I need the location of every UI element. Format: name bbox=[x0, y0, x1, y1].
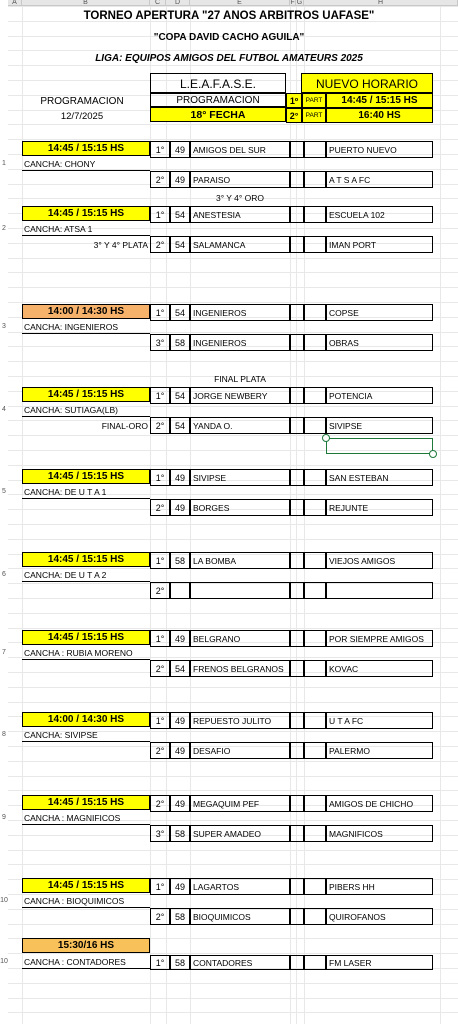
block-time: 14:45 / 15:15 HS bbox=[22, 206, 150, 221]
match-away-team[interactable]: POR SIEMPRE AMIGOS bbox=[326, 630, 433, 647]
block-cancha: CANCHA: INGENIEROS bbox=[22, 320, 150, 334]
score-cell[interactable] bbox=[290, 206, 304, 223]
score-cell[interactable] bbox=[304, 552, 326, 569]
score-cell[interactable] bbox=[304, 908, 326, 925]
match-away-team[interactable]: SIVIPSE bbox=[326, 417, 433, 434]
grid-line bbox=[8, 1012, 458, 1013]
match-home-team[interactable]: REPUESTO JULITO bbox=[190, 712, 290, 729]
match-home-team[interactable]: PARAISO bbox=[190, 171, 290, 188]
match-away-team[interactable]: U T A FC bbox=[326, 712, 433, 729]
match-home-team[interactable]: YANDA O. bbox=[190, 417, 290, 434]
part2-number: 2° bbox=[286, 108, 302, 123]
score-cell[interactable] bbox=[304, 417, 326, 434]
block-time: 14:45 / 15:15 HS bbox=[22, 630, 150, 645]
score-cell[interactable] bbox=[304, 795, 326, 812]
column-header[interactable]: F bbox=[290, 0, 295, 6]
match-category: 49 bbox=[170, 878, 190, 895]
grid-line bbox=[8, 139, 458, 140]
selection-handle-bottom[interactable] bbox=[429, 450, 437, 458]
match-division: 2° bbox=[150, 742, 170, 759]
match-away-team[interactable]: IMAN PORT bbox=[326, 236, 433, 253]
grid-line bbox=[8, 687, 458, 688]
match-away-team[interactable]: ESCUELA 102 bbox=[326, 206, 433, 223]
score-cell[interactable] bbox=[290, 825, 304, 842]
match-category: 49 bbox=[170, 712, 190, 729]
grid-line bbox=[8, 287, 458, 288]
match-category: 49 bbox=[170, 742, 190, 759]
match-away-team[interactable]: MAGNIFICOS bbox=[326, 825, 433, 842]
block-number: 10 bbox=[0, 958, 8, 965]
block-cancha: CANCHA : MAGNIFICOS bbox=[22, 811, 150, 825]
score-cell[interactable] bbox=[304, 334, 326, 351]
block-number: 7 bbox=[2, 649, 6, 656]
column-header[interactable]: C bbox=[150, 0, 166, 6]
match-category: 58 bbox=[170, 908, 190, 925]
block-number: 8 bbox=[2, 731, 6, 738]
match-home-team[interactable]: MEGAQUIM PEF bbox=[190, 795, 290, 812]
match-division: 2° bbox=[150, 499, 170, 516]
score-cell[interactable] bbox=[290, 334, 304, 351]
part2-time: 16:40 HS bbox=[326, 108, 433, 123]
match-home-team[interactable]: LA BOMBA bbox=[190, 552, 290, 569]
column-header[interactable]: B bbox=[22, 0, 150, 6]
score-cell[interactable] bbox=[290, 304, 304, 321]
match-home-team[interactable]: BORGES bbox=[190, 499, 290, 516]
grid-line bbox=[8, 50, 458, 51]
score-cell[interactable] bbox=[304, 141, 326, 158]
match-home-team[interactable] bbox=[190, 582, 290, 599]
match-division: 1° bbox=[150, 141, 170, 158]
match-category: 49 bbox=[170, 469, 190, 486]
score-cell[interactable] bbox=[304, 236, 326, 253]
block-number: 2 bbox=[2, 225, 6, 232]
block-number: 10 bbox=[0, 897, 8, 904]
match-away-team[interactable]: PALERMO bbox=[326, 742, 433, 759]
score-cell[interactable] bbox=[290, 712, 304, 729]
grid-line bbox=[8, 524, 458, 525]
column-header[interactable]: E bbox=[190, 0, 290, 6]
grid-line bbox=[8, 761, 458, 762]
grid-line bbox=[8, 465, 458, 466]
cell-selection[interactable] bbox=[326, 438, 433, 454]
match-away-team[interactable]: SAN ESTEBAN bbox=[326, 469, 433, 486]
part1-number: 1º bbox=[286, 93, 302, 108]
block-time: 14:45 / 15:15 HS bbox=[22, 141, 150, 156]
block-cancha: CANCHA: CHONY bbox=[22, 157, 150, 171]
match-away-team[interactable]: PUERTO NUEVO bbox=[326, 141, 433, 158]
programacion-header: PROGRAMACION bbox=[150, 93, 286, 107]
match-division: 1° bbox=[150, 469, 170, 486]
match-division: 1° bbox=[150, 387, 170, 404]
match-category: 54 bbox=[170, 304, 190, 321]
grid-column-line bbox=[440, 6, 441, 1024]
score-cell[interactable] bbox=[304, 171, 326, 188]
match-category: 54 bbox=[170, 387, 190, 404]
grid-line bbox=[8, 953, 458, 954]
match-away-team[interactable]: VIEJOS AMIGOS bbox=[326, 552, 433, 569]
match-away-team[interactable]: QUIROFANOS bbox=[326, 908, 433, 925]
block-number: 5 bbox=[2, 488, 6, 495]
match-division: 2° bbox=[150, 582, 170, 599]
match-division: 1° bbox=[150, 630, 170, 647]
score-cell[interactable] bbox=[290, 141, 304, 158]
match-division: 3° bbox=[150, 825, 170, 842]
match-category: 54 bbox=[170, 206, 190, 223]
part1-time: 14:45 / 15:15 HS bbox=[326, 93, 433, 108]
score-cell[interactable] bbox=[290, 795, 304, 812]
match-home-team[interactable]: BELGRANO bbox=[190, 630, 290, 647]
block-time: 14:45 / 15:15 HS bbox=[22, 387, 150, 402]
grid-line bbox=[8, 983, 458, 984]
match-category: 49 bbox=[170, 171, 190, 188]
score-cell[interactable] bbox=[304, 878, 326, 895]
grid-line bbox=[8, 6, 458, 7]
score-cell[interactable] bbox=[304, 660, 326, 677]
selection-handle-top[interactable] bbox=[322, 434, 330, 442]
block-number: 9 bbox=[2, 814, 6, 821]
match-away-team[interactable]: FM LASER bbox=[326, 955, 433, 970]
grid-line bbox=[8, 272, 458, 273]
block-time: 14:45 / 15:15 HS bbox=[22, 795, 150, 810]
block-note-left: 3° Y 4° PLATA bbox=[93, 240, 148, 250]
score-cell[interactable] bbox=[290, 417, 304, 434]
match-away-team[interactable]: KOVAC bbox=[326, 660, 433, 677]
block-cancha: CANCHA: SIVIPSE bbox=[22, 728, 150, 742]
match-away-team[interactable]: POTENCIA bbox=[326, 387, 433, 404]
grid-line bbox=[8, 124, 458, 125]
grid-line bbox=[8, 790, 458, 791]
match-category: 58 bbox=[170, 825, 190, 842]
cup-title: "COPA DAVID CACHO AGUILA" bbox=[153, 32, 305, 43]
score-cell[interactable] bbox=[290, 908, 304, 925]
match-away-team[interactable] bbox=[326, 582, 433, 599]
score-cell[interactable] bbox=[304, 304, 326, 321]
match-division: 1° bbox=[150, 304, 170, 321]
match-division: 2° bbox=[150, 171, 170, 188]
block-number: 4 bbox=[2, 406, 6, 413]
score-cell[interactable] bbox=[304, 955, 326, 970]
block-time: 14:00 / 14:30 HS bbox=[22, 304, 150, 319]
score-cell[interactable] bbox=[290, 171, 304, 188]
match-category: 58 bbox=[170, 955, 190, 970]
match-home-team[interactable]: INGENIEROS bbox=[190, 304, 290, 321]
league-title: LIGA: EQUIPOS AMIGOS DEL FUTBOL AMATEURS 2025 bbox=[95, 53, 363, 64]
score-cell[interactable] bbox=[304, 582, 326, 599]
match-away-team[interactable]: PIBERS HH bbox=[326, 878, 433, 895]
match-home-team[interactable]: CONTADORES bbox=[190, 955, 290, 970]
match-division: 2° bbox=[150, 795, 170, 812]
fecha-header: 18° FECHA bbox=[150, 107, 286, 122]
score-cell[interactable] bbox=[290, 878, 304, 895]
match-division: 2° bbox=[150, 660, 170, 677]
match-category: 54 bbox=[170, 417, 190, 434]
leafase-header: L.E.A.F.A.S.E. bbox=[150, 73, 286, 93]
block-cancha: CANCHA : BIOQUIMICOS bbox=[22, 894, 150, 908]
nuevo-horario-header: NUEVO HORARIO bbox=[301, 73, 433, 93]
match-category: 54 bbox=[170, 660, 190, 677]
match-category: 49 bbox=[170, 499, 190, 516]
block-cancha: CANCHA: ATSA 1 bbox=[22, 222, 150, 236]
score-cell[interactable] bbox=[304, 630, 326, 647]
match-home-team[interactable]: AMIGOS DEL SUR bbox=[190, 141, 290, 158]
match-division: 2° bbox=[150, 417, 170, 434]
score-cell[interactable] bbox=[290, 387, 304, 404]
score-cell[interactable] bbox=[304, 712, 326, 729]
match-away-team[interactable]: REJUNTE bbox=[326, 499, 433, 516]
score-cell[interactable] bbox=[290, 742, 304, 759]
grid-line bbox=[8, 65, 458, 66]
match-category: 49 bbox=[170, 630, 190, 647]
block-cancha: CANCHA: SUTIAGA(LB) bbox=[22, 403, 150, 417]
match-away-team[interactable]: OBRAS bbox=[326, 334, 433, 351]
match-division: 1° bbox=[150, 206, 170, 223]
grid-line bbox=[8, 702, 458, 703]
block-number: 6 bbox=[2, 571, 6, 578]
match-home-team[interactable]: SUPER AMADEO bbox=[190, 825, 290, 842]
grid-line bbox=[8, 302, 458, 303]
match-division: 1° bbox=[150, 955, 170, 970]
match-home-team[interactable]: BIOQUIMICOS bbox=[190, 908, 290, 925]
score-cell[interactable] bbox=[290, 955, 304, 970]
match-division: 1° bbox=[150, 878, 170, 895]
score-cell[interactable] bbox=[290, 660, 304, 677]
grid-line bbox=[8, 361, 458, 362]
match-home-team[interactable]: INGENIEROS bbox=[190, 334, 290, 351]
grid-line bbox=[8, 435, 458, 436]
block-number: 3 bbox=[2, 323, 6, 330]
score-cell[interactable] bbox=[290, 469, 304, 486]
block-time: 14:45 / 15:15 HS bbox=[22, 878, 150, 893]
match-home-team[interactable]: JORGE NEWBERY bbox=[190, 387, 290, 404]
grid-line bbox=[8, 864, 458, 865]
match-category: 49 bbox=[170, 795, 190, 812]
block-note-left: FINAL-ORO bbox=[101, 421, 148, 431]
match-away-team[interactable]: AMIGOS DE CHICHO bbox=[326, 795, 433, 812]
match-away-team[interactable]: A T S A FC bbox=[326, 171, 433, 188]
block-cancha: CANCHA: DE U T A 2 bbox=[22, 568, 150, 582]
column-header[interactable]: A bbox=[8, 0, 22, 6]
grid-line bbox=[8, 776, 458, 777]
score-cell[interactable] bbox=[290, 236, 304, 253]
score-cell[interactable] bbox=[304, 469, 326, 486]
column-header[interactable]: H bbox=[304, 0, 458, 6]
block-cancha: CANCHA: DE U T A 1 bbox=[22, 485, 150, 499]
block-cancha: CANCHA : RUBIA MORENO bbox=[22, 646, 150, 660]
match-division: 2° bbox=[150, 908, 170, 925]
programacion-label: PROGRAMACION bbox=[40, 96, 124, 107]
score-cell[interactable] bbox=[304, 387, 326, 404]
score-cell[interactable] bbox=[290, 552, 304, 569]
match-home-team[interactable]: FRENOS BELGRANOS bbox=[190, 660, 290, 677]
block-cancha: CANCHA : CONTADORES bbox=[22, 955, 150, 969]
match-home-team[interactable]: LAGARTOS bbox=[190, 878, 290, 895]
block-time: 14:00 / 14:30 HS bbox=[22, 712, 150, 727]
tournament-title: TORNEO APERTURA "27 AÑOS ARBITROS UAFASE" bbox=[83, 10, 375, 22]
score-cell[interactable] bbox=[304, 499, 326, 516]
match-division: 1° bbox=[150, 552, 170, 569]
grid-line bbox=[8, 258, 458, 259]
match-category: 58 bbox=[170, 334, 190, 351]
match-division: 3° bbox=[150, 334, 170, 351]
block-number: 1 bbox=[2, 160, 6, 167]
date-cell[interactable]: 12/7/2025 bbox=[60, 111, 104, 122]
match-division: 2° bbox=[150, 236, 170, 253]
part1-label: PART bbox=[302, 93, 326, 108]
grid-line bbox=[8, 850, 458, 851]
grid-line bbox=[8, 613, 458, 614]
match-category: 49 bbox=[170, 141, 190, 158]
match-home-team[interactable]: ANESTESIA bbox=[190, 206, 290, 223]
column-header[interactable]: G bbox=[296, 0, 303, 6]
block-time: 14:45 / 15:15 HS bbox=[22, 469, 150, 484]
match-category: 54 bbox=[170, 236, 190, 253]
score-cell[interactable] bbox=[290, 630, 304, 647]
match-division: 1° bbox=[150, 712, 170, 729]
block-note: 3° Y 4° ORO bbox=[215, 193, 265, 203]
score-cell[interactable] bbox=[290, 499, 304, 516]
match-category: 58 bbox=[170, 552, 190, 569]
score-cell[interactable] bbox=[304, 825, 326, 842]
part2-label: PART bbox=[302, 108, 326, 123]
grid-line bbox=[8, 539, 458, 540]
match-home-team[interactable]: SIVIPSE bbox=[190, 469, 290, 486]
block-time: 15:30/16 HS bbox=[22, 938, 150, 953]
score-cell[interactable] bbox=[304, 742, 326, 759]
grid-line bbox=[8, 628, 458, 629]
match-home-team[interactable]: SALAMANCA bbox=[190, 236, 290, 253]
column-header[interactable]: D bbox=[166, 0, 190, 6]
match-home-team[interactable]: DESAFIO bbox=[190, 742, 290, 759]
block-note: FINAL PLATA bbox=[214, 374, 266, 384]
match-category bbox=[170, 582, 190, 599]
block-time: 14:45 / 15:15 HS bbox=[22, 552, 150, 567]
grid-line bbox=[8, 998, 458, 999]
score-cell[interactable] bbox=[304, 206, 326, 223]
match-away-team[interactable]: COPSE bbox=[326, 304, 433, 321]
score-cell[interactable] bbox=[290, 582, 304, 599]
